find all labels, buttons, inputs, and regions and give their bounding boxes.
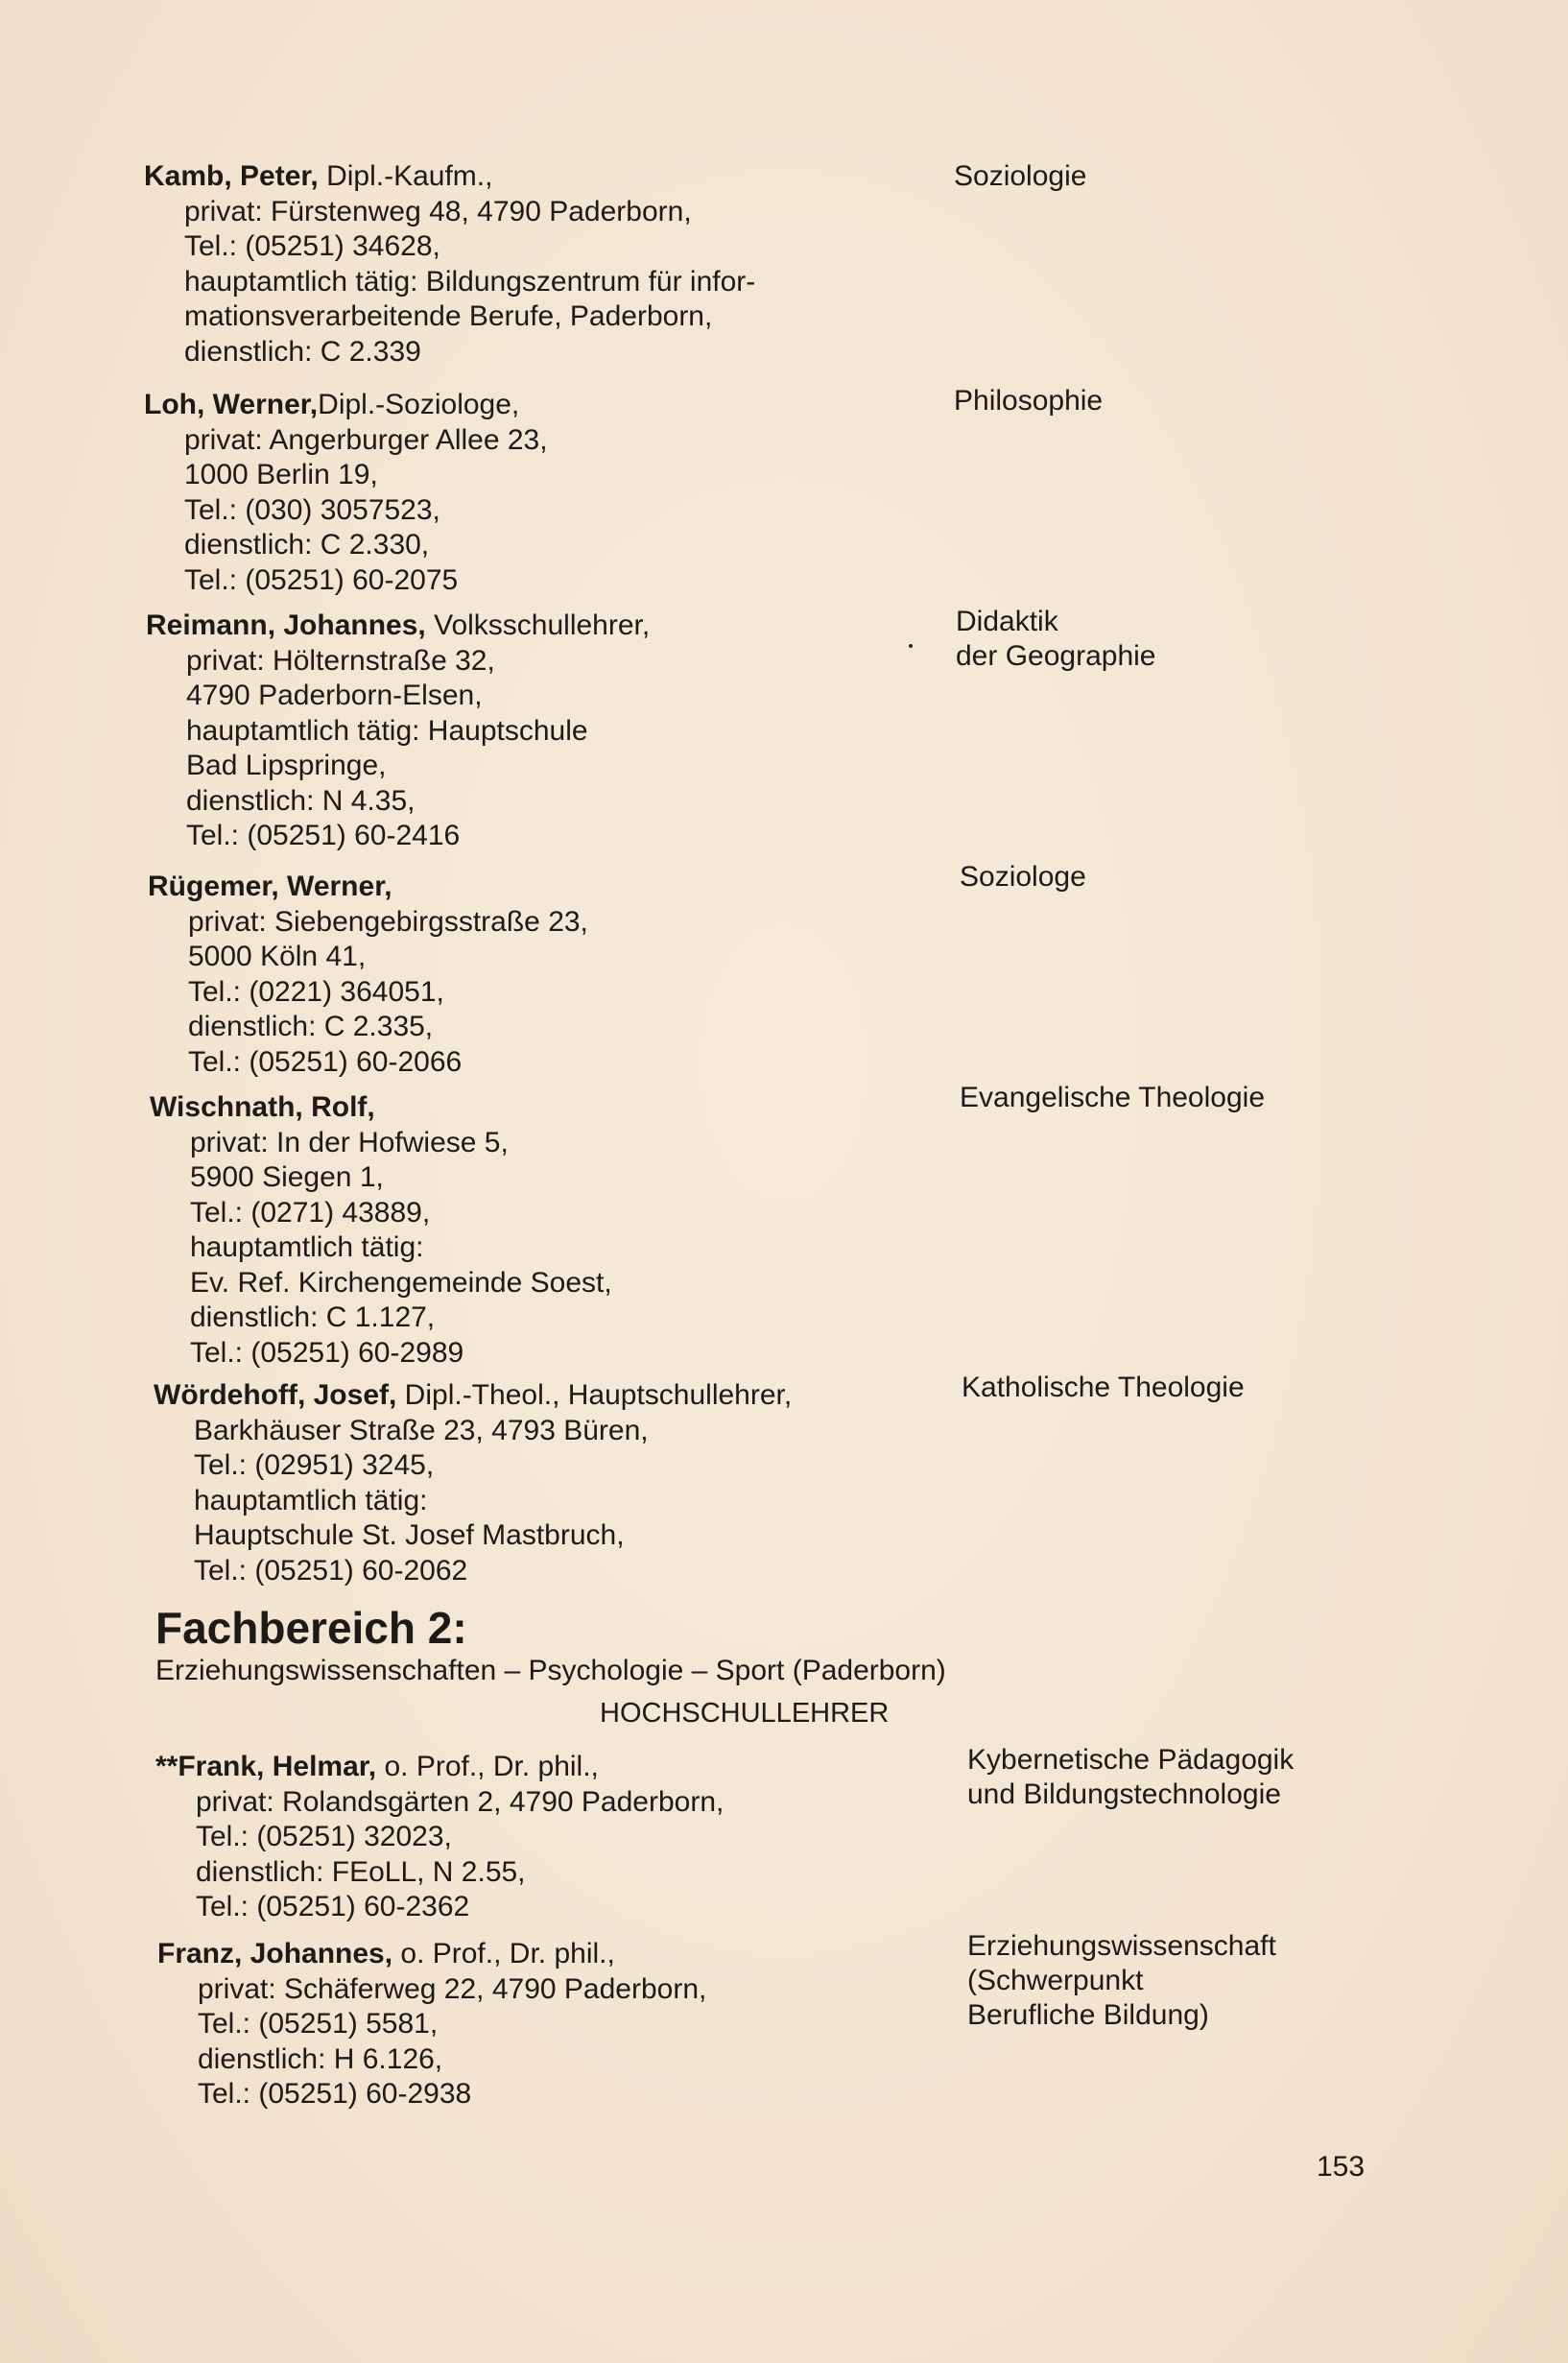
entry-line: Tel.: (05251) 60-2416 bbox=[186, 820, 461, 851]
entry-line: privat: Fürstenweg 48, 4790 Paderborn, bbox=[184, 195, 692, 227]
entry-line: 1000 Berlin 19, bbox=[184, 459, 378, 490]
subject-line: Didaktik bbox=[956, 606, 1058, 637]
entry-line: hauptamtlich tätig: bbox=[190, 1231, 424, 1263]
entry-head bbox=[150, 1090, 612, 1126]
person-name: Loh, Werner, bbox=[144, 389, 319, 420]
entry-line: Barkhäuser Straße 23, 4793 Büren, bbox=[194, 1414, 649, 1446]
entry-line: privat: Angerburger Allee 23, bbox=[184, 423, 548, 456]
subject-line: Katholische Theologie bbox=[962, 1372, 1245, 1403]
subject-line: Soziologe bbox=[960, 861, 1086, 893]
subject-frank bbox=[967, 1743, 1294, 1812]
subject-ruegemer bbox=[960, 860, 1086, 895]
person-name: Kamb, Peter, bbox=[144, 160, 319, 192]
entry-loh bbox=[144, 388, 548, 598]
subject-line: der Geographie bbox=[956, 640, 1156, 672]
person-name: Rügemer, Werner, bbox=[148, 871, 392, 902]
subject-reimann bbox=[956, 605, 1155, 674]
entry-line: dienstlich: C 1.127, bbox=[190, 1301, 436, 1333]
entry-kamb bbox=[144, 159, 755, 370]
person-title: Dipl.-Theol., Hauptschullehrer, bbox=[396, 1379, 793, 1411]
entry-line: 5000 Köln 41, bbox=[188, 941, 367, 972]
person-title: Dipl.-Kaufm., bbox=[318, 160, 493, 192]
entry-line: Hauptschule St. Josef Mastbruch, bbox=[194, 1519, 625, 1551]
entry-line: Tel.: (0271) 43889, bbox=[190, 1196, 431, 1229]
entry-line: hauptamtlich tätig: bbox=[194, 1484, 428, 1516]
subject-line: (Schwerpunkt bbox=[967, 1965, 1144, 1996]
entry-line: Tel.: (05251) 60-2062 bbox=[194, 1554, 468, 1587]
entry-line: Tel.: (05251) 60-2362 bbox=[196, 1891, 470, 1922]
entry-line: privat: Schäferweg 22, 4790 Paderborn, bbox=[198, 1972, 707, 2005]
subject-wischnath bbox=[960, 1081, 1265, 1115]
person-name: **Frank, Helmar, bbox=[155, 1751, 377, 1782]
entry-line: dienstlich: C 2.335, bbox=[188, 1011, 434, 1042]
entry-line: Tel.: (02951) 3245, bbox=[194, 1449, 435, 1481]
subject-line: Soziologie bbox=[954, 160, 1087, 192]
entry-franz bbox=[157, 1937, 706, 2112]
subject-franz bbox=[967, 1929, 1276, 2033]
subject-woerdehoff bbox=[962, 1371, 1245, 1405]
entry-line: 5900 Siegen 1, bbox=[190, 1161, 384, 1193]
entry-line: dienstlich: C 2.330, bbox=[184, 529, 430, 561]
entry-line: Tel.: (05251) 60-2066 bbox=[188, 1045, 463, 1078]
section-title: Fachbereich 2: bbox=[155, 1603, 467, 1653]
entry-line: Tel.: (030) 3057523, bbox=[184, 493, 440, 526]
subject-line: Evangelische Theologie bbox=[960, 1082, 1266, 1113]
section-subtitle: Erziehungswissenschaften – Psychologie – Sport (Paderborn) bbox=[155, 1655, 946, 1686]
person-title: Dipl.-Soziologe, bbox=[318, 389, 520, 420]
entry-line: Tel.: (05251) 60-2989 bbox=[190, 1336, 464, 1369]
entry-line: Ev. Ref. Kirchengemeinde Soest, bbox=[190, 1266, 612, 1299]
section-caption: HOCHSCHULLEHRER bbox=[600, 1698, 890, 1729]
entry-head bbox=[157, 1937, 706, 1972]
person-name: Wischnath, Rolf, bbox=[150, 1091, 375, 1123]
entry-line: Bad Lipspringe, bbox=[186, 750, 387, 781]
subject-kamb bbox=[954, 159, 1086, 194]
subject-line: Philosophie bbox=[954, 385, 1104, 417]
entry-line: Tel.: (05251) 34628, bbox=[184, 230, 440, 262]
subject-line: und Bildungstechnologie bbox=[967, 1778, 1281, 1810]
entry-head bbox=[146, 609, 650, 644]
entry-line: 4790 Paderborn-Elsen, bbox=[186, 680, 483, 711]
entry-line: hauptamtlich tätig: Hauptschule bbox=[186, 714, 588, 747]
entry-head bbox=[144, 159, 755, 195]
entry-line: Tel.: (0221) 364051, bbox=[188, 975, 444, 1008]
entry-line: dienstlich: H 6.126, bbox=[198, 2042, 443, 2075]
entry-line: dienstlich: N 4.35, bbox=[186, 784, 416, 817]
entry-frank bbox=[155, 1750, 724, 1925]
entry-ruegemer bbox=[148, 870, 588, 1080]
entry-line: dienstlich: FEoLL, N 2.55, bbox=[196, 1855, 526, 1888]
person-title: o. Prof., Dr. phil., bbox=[376, 1751, 599, 1782]
entry-head bbox=[154, 1378, 792, 1414]
entry-line: mationsverarbeitende Berufe, Paderborn, bbox=[184, 300, 713, 332]
entry-line: dienstlich: C 2.339 bbox=[184, 335, 421, 368]
entry-head bbox=[155, 1750, 724, 1785]
person-title: Volksschullehrer, bbox=[425, 609, 651, 641]
entry-line: privat: Hölternstraße 32, bbox=[186, 644, 495, 677]
subject-line: Kybernetische Pädagogik bbox=[967, 1744, 1295, 1776]
subject-line: Erziehungswissenschaft bbox=[967, 1930, 1276, 1962]
entry-line: Tel.: (05251) 60-2075 bbox=[184, 563, 459, 596]
subject-loh bbox=[954, 384, 1103, 418]
entry-reimann bbox=[146, 609, 650, 854]
entry-line: hauptamtlich tätig: Bildungszentrum für infor- bbox=[184, 265, 756, 298]
entry-line: privat: Rolandsgärten 2, 4790 Paderborn, bbox=[196, 1785, 725, 1818]
entry-line: Tel.: (05251) 32023, bbox=[196, 1821, 452, 1852]
stray-dot bbox=[909, 644, 913, 648]
page-number: 153 bbox=[1317, 2151, 1366, 2183]
entry-line: Tel.: (05251) 60-2938 bbox=[198, 2078, 472, 2110]
entry-wischnath bbox=[150, 1090, 612, 1371]
entry-head bbox=[148, 870, 588, 905]
entry-line: privat: Siebengebirgsstraße 23, bbox=[188, 905, 588, 938]
entry-head bbox=[144, 388, 548, 423]
person-name: Wördehoff, Josef, bbox=[154, 1379, 397, 1411]
entry-line: Tel.: (05251) 5581, bbox=[198, 2008, 439, 2040]
person-title: o. Prof., Dr. phil., bbox=[392, 1938, 615, 1969]
entry-line: privat: In der Hofwiese 5, bbox=[190, 1126, 509, 1158]
person-name: Franz, Johannes, bbox=[157, 1938, 393, 1969]
person-name: Reimann, Johannes, bbox=[146, 609, 426, 641]
entry-woerdehoff bbox=[154, 1378, 792, 1588]
subject-line: Berufliche Bildung) bbox=[967, 1999, 1209, 2031]
